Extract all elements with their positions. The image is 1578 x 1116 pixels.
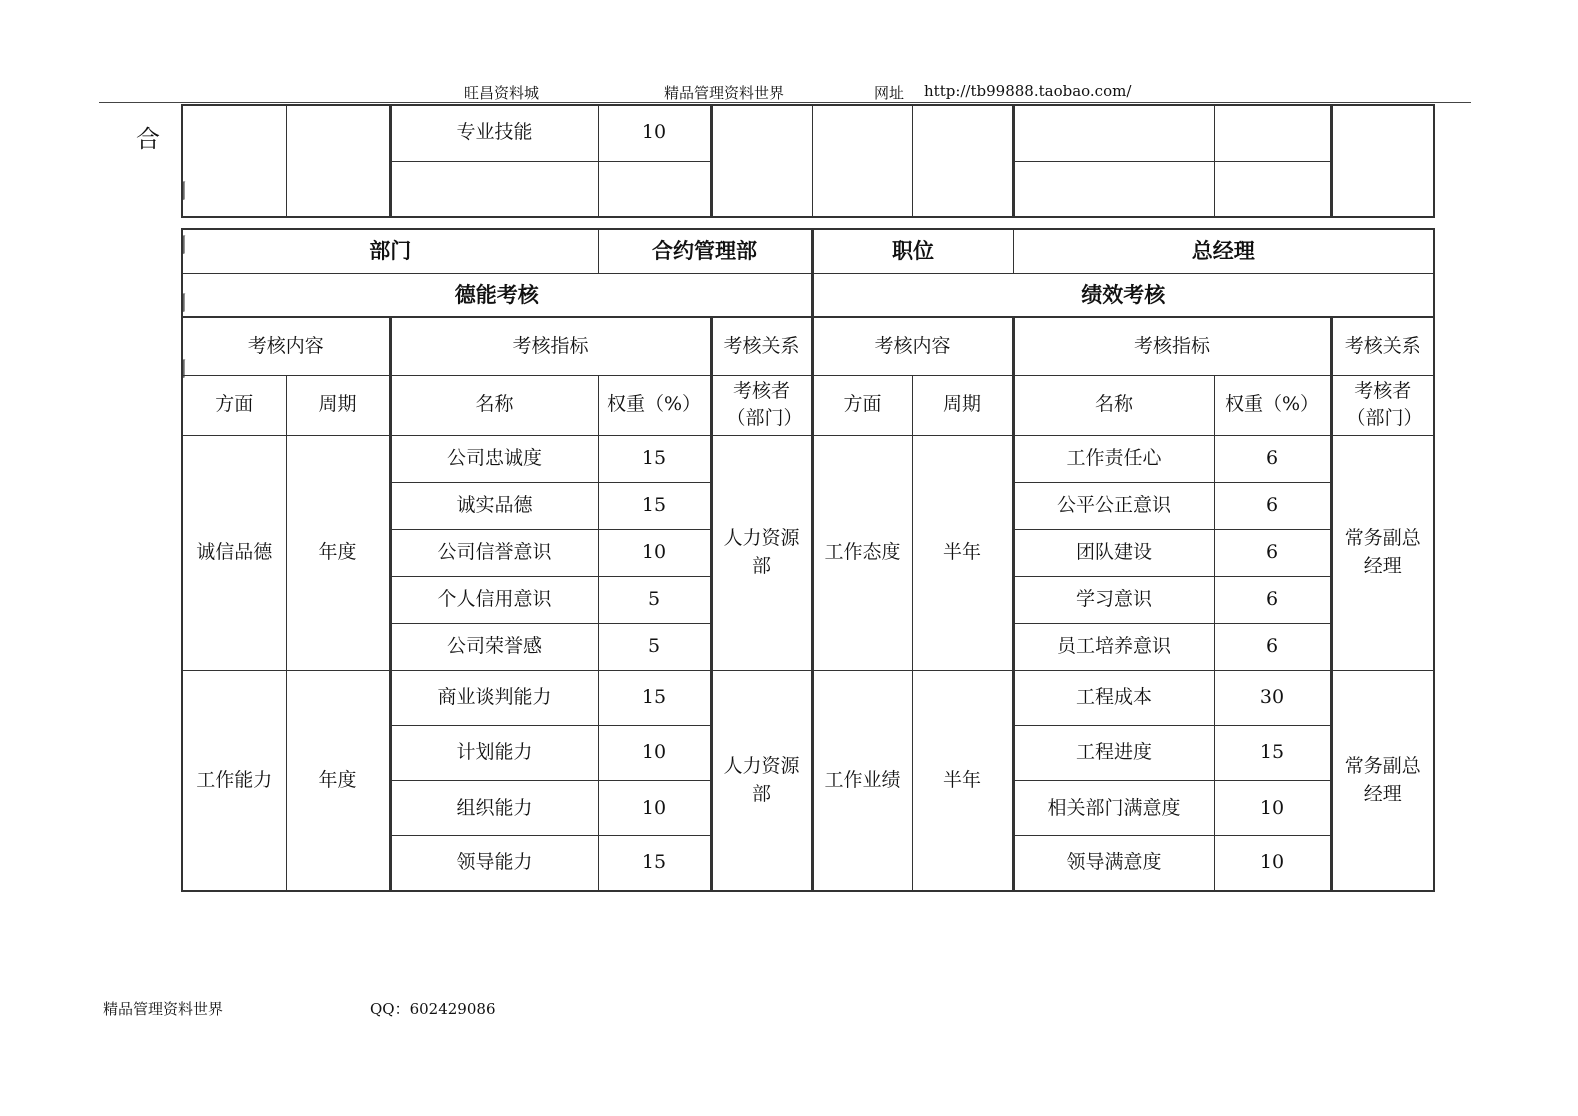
performance-item-name: 工作责任心	[1013, 435, 1214, 482]
performance-item-name: 相关部门满意度	[1013, 781, 1214, 836]
col-relation: 考核关系	[711, 317, 812, 375]
performance-item-name: 员工培养意识	[1013, 624, 1214, 671]
header-url-label: 网址	[874, 84, 905, 102]
empty-cell	[1214, 105, 1331, 161]
empty-cell	[390, 161, 598, 217]
empty-cell	[711, 105, 812, 217]
header-url-link[interactable]: http://tb99888.taobao.com/	[924, 82, 1132, 100]
performance-item-weight: 6	[1214, 576, 1331, 623]
col-relation: 考核关系	[1331, 317, 1434, 375]
virtue-item-name: 个人信用意识	[390, 576, 598, 623]
performance-item-name: 学习意识	[1013, 576, 1214, 623]
virtue-item-weight: 15	[598, 435, 711, 482]
performance-item-weight: 10	[1214, 836, 1331, 891]
col-period: 周期	[912, 375, 1013, 435]
performance-item-name: 工程进度	[1013, 726, 1214, 781]
virtue-item-weight: 15	[598, 836, 711, 891]
virtue-aspect: 诚信品德	[182, 435, 286, 670]
col-content: 考核内容	[812, 317, 1013, 375]
virtue-period: 年度	[286, 671, 390, 891]
virtue-aspect: 工作能力	[182, 671, 286, 891]
col-weight: 权重（%）	[1214, 375, 1331, 435]
header-rule	[99, 102, 1471, 103]
col-indicator: 考核指标	[1013, 317, 1331, 375]
table-row	[182, 435, 1434, 482]
virtue-item-weight: 10	[598, 781, 711, 836]
col-aspect: 方面	[182, 375, 286, 435]
virtue-assessor: 人力资源部	[711, 671, 812, 891]
empty-cell	[812, 105, 912, 217]
header-slogan: 精品管理资料世界	[664, 84, 785, 102]
virtue-item-weight: 10	[598, 529, 711, 576]
col-assessor: 考核者（部门）	[711, 375, 812, 435]
performance-period: 半年	[912, 435, 1013, 670]
previous-table-fragment	[181, 104, 1435, 218]
footer-slogan: 精品管理资料世界	[103, 1000, 224, 1018]
empty-cell	[286, 105, 390, 217]
performance-item-weight: 6	[1214, 624, 1331, 671]
virtue-item-weight: 5	[598, 624, 711, 671]
virtue-item-name: 商业谈判能力	[390, 671, 598, 726]
cropped-glyph: 丨	[174, 357, 194, 381]
performance-item-name: 领导满意度	[1013, 836, 1214, 891]
virtue-item-weight: 10	[598, 726, 711, 781]
virtue-item-name: 公司荣誉感	[390, 624, 598, 671]
virtue-item-weight: 5	[598, 576, 711, 623]
performance-item-weight: 30	[1214, 671, 1331, 726]
position-value: 总经理	[1013, 229, 1434, 273]
virtue-item-weight: 15	[598, 482, 711, 529]
empty-cell	[1013, 105, 1214, 161]
col-assessor: 考核者（部门）	[1331, 375, 1434, 435]
header-site-name: 旺昌资料城	[464, 84, 540, 102]
virtue-item-name: 领导能力	[390, 836, 598, 891]
virtue-item-name: 公司忠诚度	[390, 435, 598, 482]
empty-cell	[1013, 161, 1214, 217]
col-indicator: 考核指标	[390, 317, 711, 375]
virtue-period: 年度	[286, 435, 390, 670]
virtue-section-title: 德能考核	[182, 273, 812, 317]
performance-aspect: 工作业绩	[812, 671, 912, 891]
dept-value: 合约管理部	[598, 229, 812, 273]
performance-item-name: 团队建设	[1013, 529, 1214, 576]
column-group-row	[182, 317, 1434, 375]
virtue-item-name: 计划能力	[390, 726, 598, 781]
performance-item-weight: 6	[1214, 529, 1331, 576]
col-weight: 权重（%）	[598, 375, 711, 435]
virtue-assessor: 人力资源部	[711, 435, 812, 670]
performance-assessor: 常务副总经理	[1331, 671, 1434, 891]
performance-section-title: 绩效考核	[812, 273, 1434, 317]
table-row	[182, 671, 1434, 726]
col-period: 周期	[286, 375, 390, 435]
performance-aspect: 工作态度	[812, 435, 912, 670]
col-aspect: 方面	[812, 375, 912, 435]
col-name: 名称	[390, 375, 598, 435]
performance-item-weight: 10	[1214, 781, 1331, 836]
cropped-glyph: 丨	[174, 291, 194, 315]
cropped-glyph: 丨	[174, 233, 194, 257]
empty-cell	[598, 161, 711, 217]
empty-cell	[912, 105, 1013, 217]
col-name: 名称	[1013, 375, 1214, 435]
side-character: 合	[136, 125, 160, 153]
virtue-item-weight: 15	[598, 671, 711, 726]
section-row	[182, 273, 1434, 317]
virtue-item-name: 组织能力	[390, 781, 598, 836]
footer-qq: QQ：602429086	[370, 1000, 496, 1018]
cropped-glyph: 丨	[174, 179, 194, 203]
performance-assessor: 常务副总经理	[1331, 435, 1434, 670]
dept-label: 部门	[182, 229, 598, 273]
empty-cell	[1331, 105, 1434, 217]
indicator-name: 专业技能	[390, 105, 598, 161]
performance-item-weight: 15	[1214, 726, 1331, 781]
empty-cell	[182, 105, 286, 217]
indicator-weight: 10	[598, 105, 711, 161]
virtue-item-name: 公司信誉意识	[390, 529, 598, 576]
virtue-item-name: 诚实品德	[390, 482, 598, 529]
assessment-table	[181, 228, 1435, 892]
performance-item-name: 工程成本	[1013, 671, 1214, 726]
performance-item-weight: 6	[1214, 482, 1331, 529]
position-label: 职位	[812, 229, 1013, 273]
performance-item-name: 公平公正意识	[1013, 482, 1214, 529]
col-content: 考核内容	[182, 317, 390, 375]
column-header-row	[182, 375, 1434, 435]
performance-item-weight: 6	[1214, 435, 1331, 482]
info-row	[182, 229, 1434, 273]
performance-period: 半年	[912, 671, 1013, 891]
empty-cell	[1214, 161, 1331, 217]
